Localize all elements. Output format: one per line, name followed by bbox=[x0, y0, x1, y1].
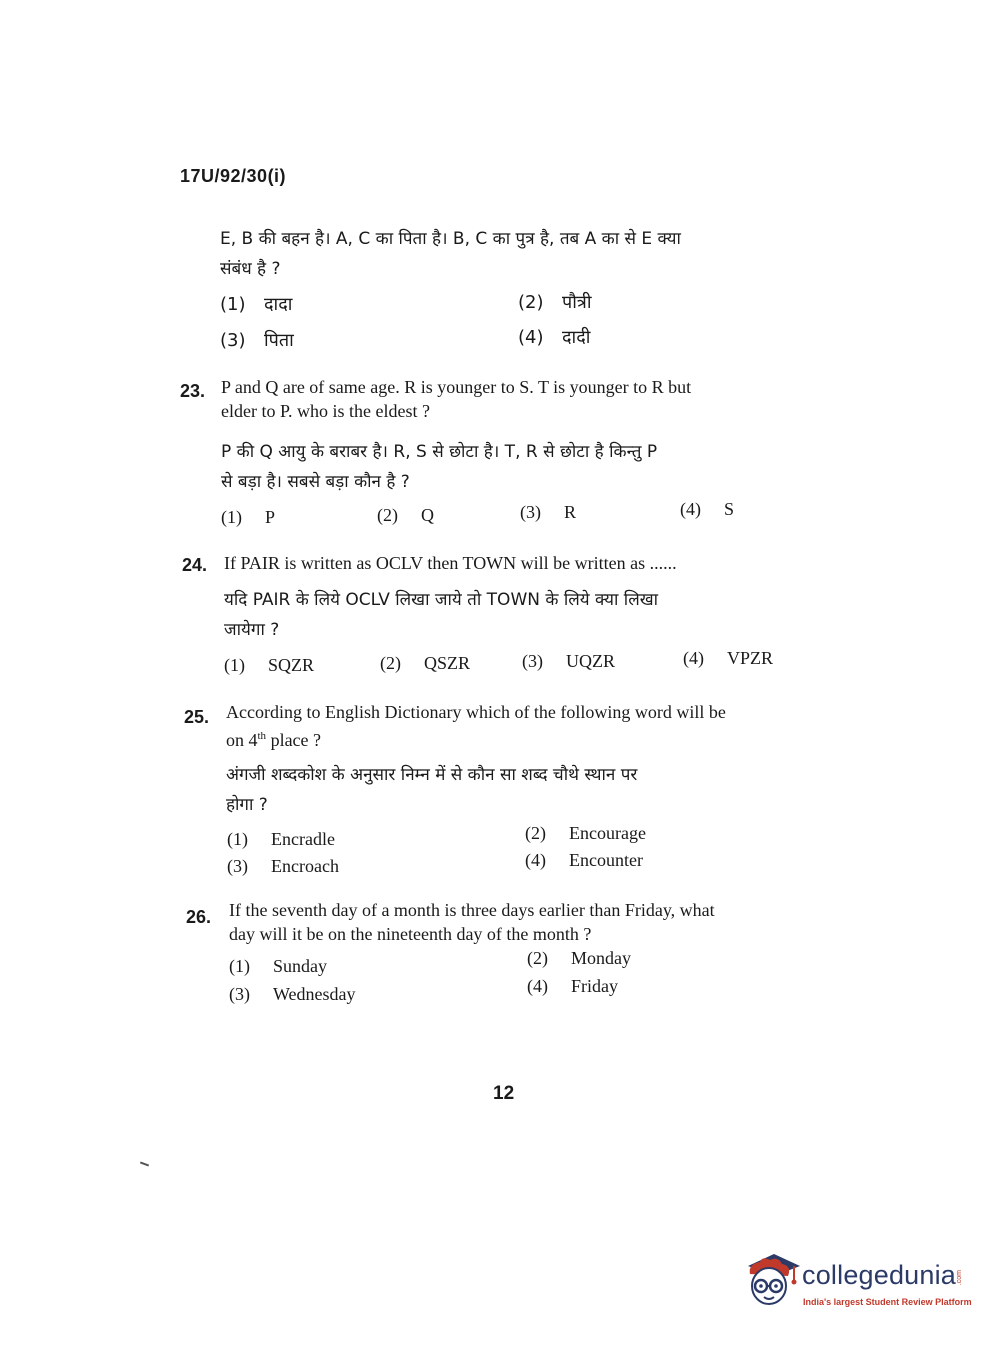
q24-option-3: (3) UQZR bbox=[522, 651, 615, 671]
mascot-icon bbox=[742, 1250, 802, 1320]
q25-hindi-text bbox=[226, 760, 816, 820]
page-number: 12 bbox=[493, 1083, 515, 1104]
q23-hindi-line: से बड़ा है। सबसे बड़ा कौन है ? bbox=[221, 472, 410, 492]
q23-option-4: (4) S bbox=[680, 499, 735, 519]
q22-option-4: (4) दादी bbox=[518, 327, 591, 348]
q25-hindi-line: होगा ? bbox=[226, 795, 268, 815]
q26-english-text bbox=[229, 898, 819, 946]
q26-option-3: (3) Wednesday bbox=[229, 984, 356, 1004]
q26-english-line: If the seventh day of a month is three days earlier than Friday, what bbox=[229, 900, 715, 920]
q23-option-3: (3) R bbox=[520, 502, 577, 522]
q25-number: 25. bbox=[184, 707, 210, 727]
q22-hindi-text bbox=[220, 224, 810, 284]
q25-option-3: (3) Encroach bbox=[227, 856, 339, 876]
q24-number: 24. bbox=[182, 555, 208, 575]
scan-speck bbox=[140, 1162, 149, 1167]
q23-option-1: (1) P bbox=[221, 507, 276, 527]
q24-hindi-line: जायेगा ? bbox=[224, 620, 280, 640]
q25-option-1: (1) Encradle bbox=[227, 829, 335, 849]
q26-english-line: day will it be on the nineteenth day of the month ? bbox=[229, 924, 592, 944]
q23-option-2: (2) Q bbox=[377, 505, 434, 525]
q23-english-line: elder to P. who is the eldest ? bbox=[221, 401, 430, 421]
q24-option-2: (2) QSZR bbox=[380, 653, 471, 673]
q24-hindi-text bbox=[224, 585, 814, 645]
q24-english-text: If PAIR is written as OCLV then TOWN will be written as ...... bbox=[224, 553, 677, 573]
q22-option-2: (2) पौत्री bbox=[518, 292, 592, 313]
logo-wordmark: collegedunia bbox=[802, 1260, 957, 1290]
q25-option-4: (4) Encounter bbox=[525, 850, 643, 870]
q23-hindi-line: P की Q आयु के बराबर है। R, S से छोटा है। T, R से छोटा है किन्तु P bbox=[221, 442, 658, 462]
q26-option-4: (4) Friday bbox=[527, 976, 618, 996]
q26-option-1: (1) Sunday bbox=[229, 956, 327, 976]
q24-option-4: (4) VPZR bbox=[683, 648, 774, 668]
q25-option-2: (2) Encourage bbox=[525, 823, 646, 843]
q25-english-line: According to English Dictionary which of the following word will be bbox=[226, 702, 726, 722]
q25-english-text bbox=[226, 700, 816, 752]
q25-hindi-line: अंगजी शब्दकोश के अनुसार निम्न में से कौन सा शब्द चौथे स्थान पर bbox=[226, 765, 638, 785]
q23-number: 23. bbox=[180, 381, 206, 401]
q24-hindi-line: यदि PAIR के लिये OCLV लिखा जाये तो TOWN के लिये क्या लिखा bbox=[224, 590, 659, 610]
q26-number: 26. bbox=[186, 907, 212, 927]
paper-code: 17U/92/30(i) bbox=[180, 166, 287, 186]
q24-option-1: (1) SQZR bbox=[224, 655, 315, 675]
q22-hindi-line: E, B की बहन है। A, C का पिता है। B, C का पुत्र है, तब A का से E क्या bbox=[220, 229, 681, 249]
collegedunia-logo bbox=[742, 1250, 972, 1320]
q23-hindi-text bbox=[221, 437, 811, 497]
q23-english-text bbox=[221, 375, 811, 423]
q23-english-line: P and Q are of same age. R is younger to S. T is younger to R but bbox=[221, 377, 692, 397]
q22-hindi-line: संबंध है ? bbox=[220, 259, 281, 279]
q22-option-1: (1) दादा bbox=[220, 294, 293, 315]
q22-option-3: (3) पिता bbox=[220, 330, 294, 351]
logo-tagline: India's largest Student Review Platform bbox=[803, 1297, 972, 1307]
logo-domain-suffix: .com bbox=[956, 1270, 963, 1286]
q26-option-2: (2) Monday bbox=[527, 948, 631, 968]
q25-english-line: on 4th place ? bbox=[226, 730, 322, 750]
